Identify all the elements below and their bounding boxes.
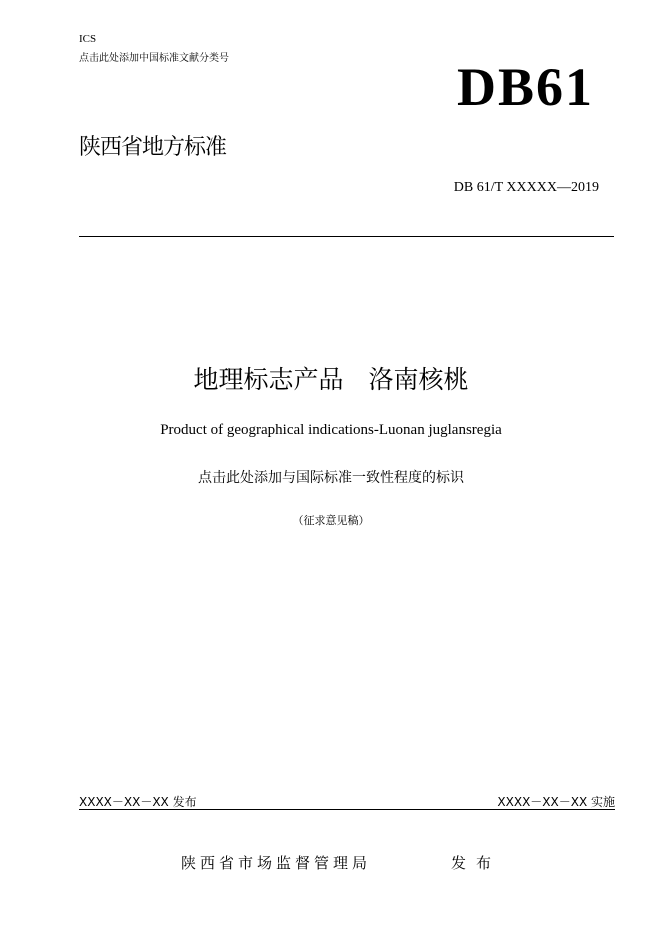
document-title-english: Product of geographical indications-Luonan juglansregia [160, 422, 502, 438]
classification-placeholder[interactable]: 点击此处添加中国标准文献分类号 [79, 53, 229, 64]
issue-date: XXXX－XX－XX 发布 [79, 795, 197, 809]
draft-status: （征求意见稿） [292, 514, 370, 527]
publish-label: 发布 [451, 854, 502, 872]
header-divider [79, 236, 614, 237]
implementation-date: XXXX－XX－XX 实施 [497, 795, 615, 809]
standard-number: DB 61/T XXXXX—2019 [453, 180, 599, 195]
consistency-placeholder[interactable]: 点击此处添加与国际标准一致性程度的标识 [198, 470, 464, 486]
document-title-chinese: 地理标志产品 洛南核桃 [193, 365, 469, 394]
standard-code: DB61 [456, 57, 594, 117]
issuing-authority: 陕西省市场监督管理局 [181, 854, 372, 872]
footer-divider [79, 809, 615, 810]
standard-type: 陕西省地方标准 [79, 135, 227, 160]
ics-label: ICS [79, 33, 97, 45]
